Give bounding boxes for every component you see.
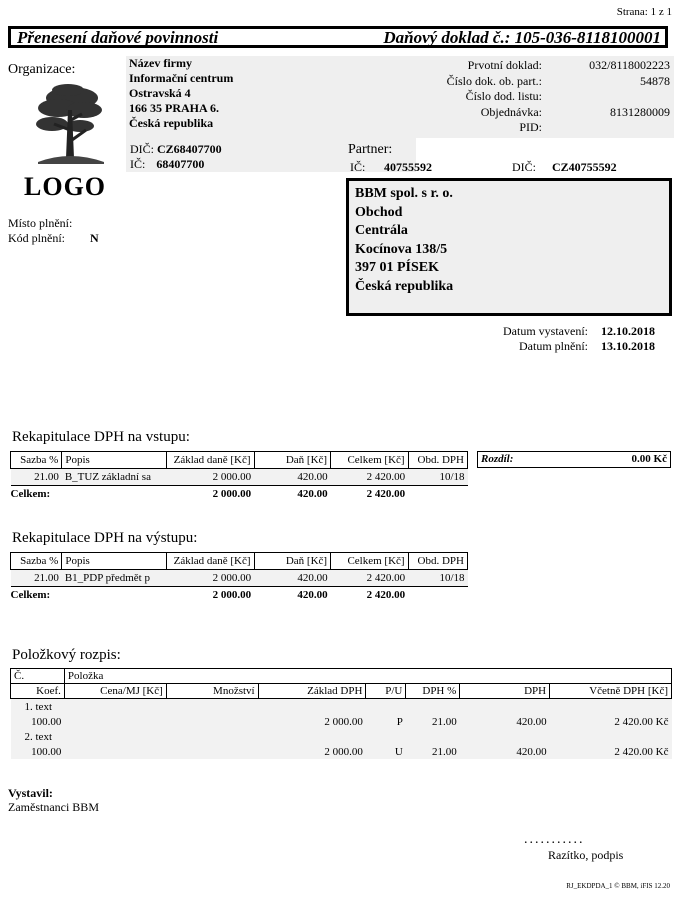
difference-box xyxy=(477,451,671,468)
cell xyxy=(166,714,258,729)
cell: 2 000.00 xyxy=(258,714,366,729)
info-value-cislo-dok: 54878 xyxy=(640,73,670,88)
partner-line: BBM spol. s r. o. xyxy=(355,186,453,201)
table-row xyxy=(11,469,468,486)
cell: 21.00 xyxy=(11,570,62,587)
col-header: Základ DPH xyxy=(258,684,366,699)
cell: 21.00 xyxy=(406,714,460,729)
issued-label: Datum vystavení: xyxy=(503,324,588,338)
cell xyxy=(64,714,166,729)
cell: B_TUZ základní sa xyxy=(62,469,167,486)
org-dept: Informační centrum xyxy=(129,71,234,85)
cell: 2 420.00 xyxy=(331,570,409,587)
organization-label: Organizace: xyxy=(8,62,76,77)
document-number: Daňový doklad č.: 105-036-8118100001 xyxy=(383,28,661,47)
total-cell: 2 000.00 xyxy=(167,486,255,503)
cell: 420.00 xyxy=(254,469,331,486)
cell: 10/18 xyxy=(408,469,467,486)
partner-line: Centrála xyxy=(355,223,408,238)
col-header: DPH xyxy=(460,684,550,699)
cell: 2 000.00 xyxy=(167,469,255,486)
org-ic: 68407700 xyxy=(156,157,205,171)
cell: P xyxy=(366,714,406,729)
info-value-objednavka: 8131280009 xyxy=(610,104,670,119)
col-header: Koef. xyxy=(11,684,65,699)
cell: 2 420.00 Kč xyxy=(550,744,672,759)
organization-ids xyxy=(126,142,222,172)
cell: 420.00 xyxy=(460,714,550,729)
cell: 21.00 xyxy=(406,744,460,759)
footer-code: RJ_EKDPDA_1 © BBM, iFIS 12.20 xyxy=(566,882,670,890)
cell: B1_PDP předmět p xyxy=(62,570,167,587)
place-info xyxy=(8,216,99,246)
partner-ic-label: IČ: xyxy=(350,160,366,174)
dates-block xyxy=(470,324,655,354)
total-cell: 2 420.00 xyxy=(331,486,409,503)
col-header: Cena/MJ [Kč] xyxy=(64,684,166,699)
cell: 2 420.00 xyxy=(331,469,409,486)
col-header: Sazba % xyxy=(11,452,62,469)
items-table xyxy=(10,668,672,759)
info-label-prvotni: Prvotní doklad: xyxy=(467,58,542,72)
partner-dic: CZ40755592 xyxy=(552,160,617,174)
cell: 2 420.00 Kč xyxy=(550,714,672,729)
cell: 2 000.00 xyxy=(167,570,255,587)
total-label: Celkem: xyxy=(11,486,167,503)
partner-line: Obchod xyxy=(355,204,403,220)
info-label-dod-list: Číslo dod. listu: xyxy=(465,89,542,103)
issued-by xyxy=(8,786,99,814)
col-header: Obd. DPH xyxy=(408,452,467,469)
vat-output-title: Rekapitulace DPH na výstupu: xyxy=(12,530,198,546)
partner-label: Partner: xyxy=(348,142,393,157)
cell: 2 000.00 xyxy=(258,744,366,759)
misto-label: Místo plnění: xyxy=(8,216,73,230)
cell: U xyxy=(366,744,406,759)
col-header: P/U xyxy=(366,684,406,699)
table-header-row xyxy=(11,553,468,570)
item-name: 1. text xyxy=(11,699,672,715)
total-cell: 420.00 xyxy=(254,587,331,604)
partner-address-box xyxy=(346,178,672,316)
signature-line: ........... xyxy=(524,832,585,847)
items-header-row-2 xyxy=(11,684,672,699)
kod-value: N xyxy=(90,231,99,245)
item-name: 2. text xyxy=(11,729,672,744)
col-header: Daň [Kč] xyxy=(254,553,331,570)
item-values-row xyxy=(11,744,672,759)
items-title: Položkový rozpis: xyxy=(12,647,121,663)
col-header: Celkem [Kč] xyxy=(331,452,409,469)
col-header: Popis xyxy=(62,553,167,570)
col-header: Celkem [Kč] xyxy=(331,553,409,570)
cell xyxy=(64,744,166,759)
table-row xyxy=(11,570,468,587)
cell: 420.00 xyxy=(460,744,550,759)
items-header-row-1 xyxy=(11,669,672,684)
difference-value: 0.00 Kč xyxy=(631,453,667,465)
cell xyxy=(166,744,258,759)
partner-line: 397 01 PÍSEK xyxy=(355,260,440,275)
item-name-row xyxy=(11,699,672,715)
col-header: Základ daně [Kč] xyxy=(167,452,255,469)
total-row xyxy=(11,587,468,604)
cell: 100.00 xyxy=(11,714,65,729)
partner-ids xyxy=(346,158,672,176)
partner-dic-label: DIČ: xyxy=(512,160,536,174)
fulfilled-label: Datum plnění: xyxy=(519,339,588,353)
partner-line: Česká republika xyxy=(355,278,454,294)
total-cell: 2 420.00 xyxy=(331,587,409,604)
col-header: Daň [Kč] xyxy=(254,452,331,469)
table-header-row xyxy=(11,452,468,469)
col-header: Obd. DPH xyxy=(408,553,467,570)
partner-line: Kocínova 138/5 xyxy=(355,241,448,257)
org-name: Název firmy xyxy=(129,56,192,70)
total-row xyxy=(11,486,468,503)
difference-label: Rozdíl: xyxy=(481,453,514,465)
org-dic: CZ68407700 xyxy=(157,142,222,156)
col-header: DPH % xyxy=(406,684,460,699)
col-header: Popis xyxy=(62,452,167,469)
org-street: Ostravská 4 xyxy=(129,86,191,100)
issued-by-value: Zaměstnanci BBM xyxy=(8,800,99,814)
issued-date: 12.10.2018 xyxy=(601,324,655,338)
fulfilled-date: 13.10.2018 xyxy=(601,339,655,353)
col-header: Základ daně [Kč] xyxy=(167,553,255,570)
info-label-objednavka: Objednávka: xyxy=(480,104,542,119)
page-number: Strana: 1 z 1 xyxy=(616,6,672,18)
col-header-cislo: Č. xyxy=(11,669,65,684)
col-header: Sazba % xyxy=(11,553,62,570)
info-label-cislo-dok: Číslo dok. ob. part.: xyxy=(446,73,542,88)
kod-label: Kód plnění: xyxy=(8,231,65,245)
info-value-prvotni: 032/8118002223 xyxy=(589,58,670,72)
org-country: Česká republika xyxy=(129,116,214,130)
total-cell: 2 000.00 xyxy=(167,587,255,604)
org-ic-label: IČ: xyxy=(130,157,146,171)
document-info xyxy=(416,56,674,138)
vat-output-table xyxy=(10,552,468,603)
issued-by-label: Vystavil: xyxy=(8,786,53,800)
cell: 420.00 xyxy=(254,570,331,587)
logo-text: LOGO xyxy=(24,172,107,201)
total-label: Celkem: xyxy=(11,587,167,604)
info-label-pid: PID: xyxy=(519,120,542,134)
org-city: 166 35 PRAHA 6. xyxy=(129,101,219,115)
item-values-row xyxy=(11,714,672,729)
cell: 100.00 xyxy=(11,744,65,759)
vat-input-title: Rekapitulace DPH na vstupu: xyxy=(12,429,190,445)
total-cell: 420.00 xyxy=(254,486,331,503)
org-dic-label: DIČ: xyxy=(130,142,154,156)
vat-input-table xyxy=(10,451,468,502)
item-name-row xyxy=(11,729,672,744)
signature-label: Razítko, podpis xyxy=(548,848,624,862)
cell: 21.00 xyxy=(11,469,62,486)
col-header-polozka: Položka xyxy=(64,669,671,684)
col-header: Včetně DPH [Kč] xyxy=(550,684,672,699)
document-type: Přenesení daňové povinnosti xyxy=(17,28,219,47)
col-header: Množství xyxy=(166,684,258,699)
document-title-bar xyxy=(8,26,668,48)
partner-ic: 40755592 xyxy=(384,160,432,174)
cell: 10/18 xyxy=(408,570,467,587)
